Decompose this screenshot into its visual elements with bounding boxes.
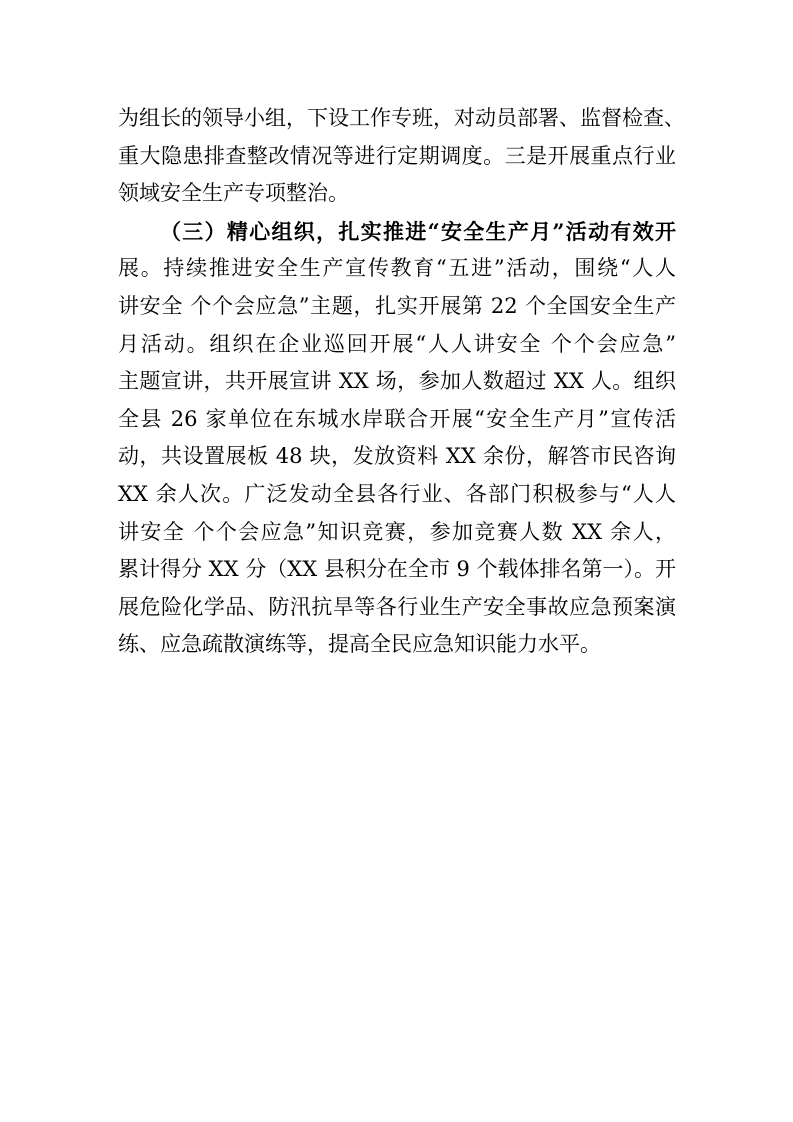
text-line: 月活动。组织在企业巡回开展“人人讲安全 个个会应急” <box>118 331 676 356</box>
text-line: 动，共设置展板 48 块，发放资料 XX 余份，解答市民咨询 <box>118 444 676 469</box>
text-line: 为组长的领导小组，下设工作专班，对动员部署、监督检查、 <box>118 106 685 130</box>
paragraph-1 <box>118 100 685 213</box>
text-line: 领域安全生产专项整治。 <box>118 181 349 206</box>
paragraph-2 <box>118 213 676 664</box>
text-line: 累计得分 XX 分（XX 县积分在全市 9 个载体排名第一）。开 <box>118 557 677 582</box>
text-line: 讲安全 个个会应急”知识竞赛，参加竞赛人数 XX 余人， <box>118 519 676 544</box>
document-body <box>118 100 685 664</box>
text-line: XX 余人次。广泛发动全县各行业、各部门积极参与“人人 <box>118 481 676 506</box>
text-line: 讲安全 个个会应急”主题，扎实开展第 22 个全国安全生产 <box>118 293 676 318</box>
text-line: 练、应急疏散演练等，提高全民应急知识能力水平。 <box>118 632 601 657</box>
section-heading: （三）精心组织，扎实推进“安全生产月”活动有效开 <box>160 218 676 244</box>
text-line: 展。持续推进安全生产宣传教育“五进”活动，围绕“人人 <box>118 256 676 281</box>
text-line: 主题宣讲，共开展宣讲 XX 场，参加人数超过 XX 人。组织 <box>118 369 676 394</box>
text-line: 展危险化学品、防汛抗旱等各行业生产安全事故应急预案演 <box>118 594 676 619</box>
text-line: 全县 26 家单位在东城水岸联合开展“安全生产月”宣传活 <box>118 406 676 431</box>
text-line: 重大隐患排查整改情况等进行定期调度。三是开展重点行业 <box>118 143 676 168</box>
